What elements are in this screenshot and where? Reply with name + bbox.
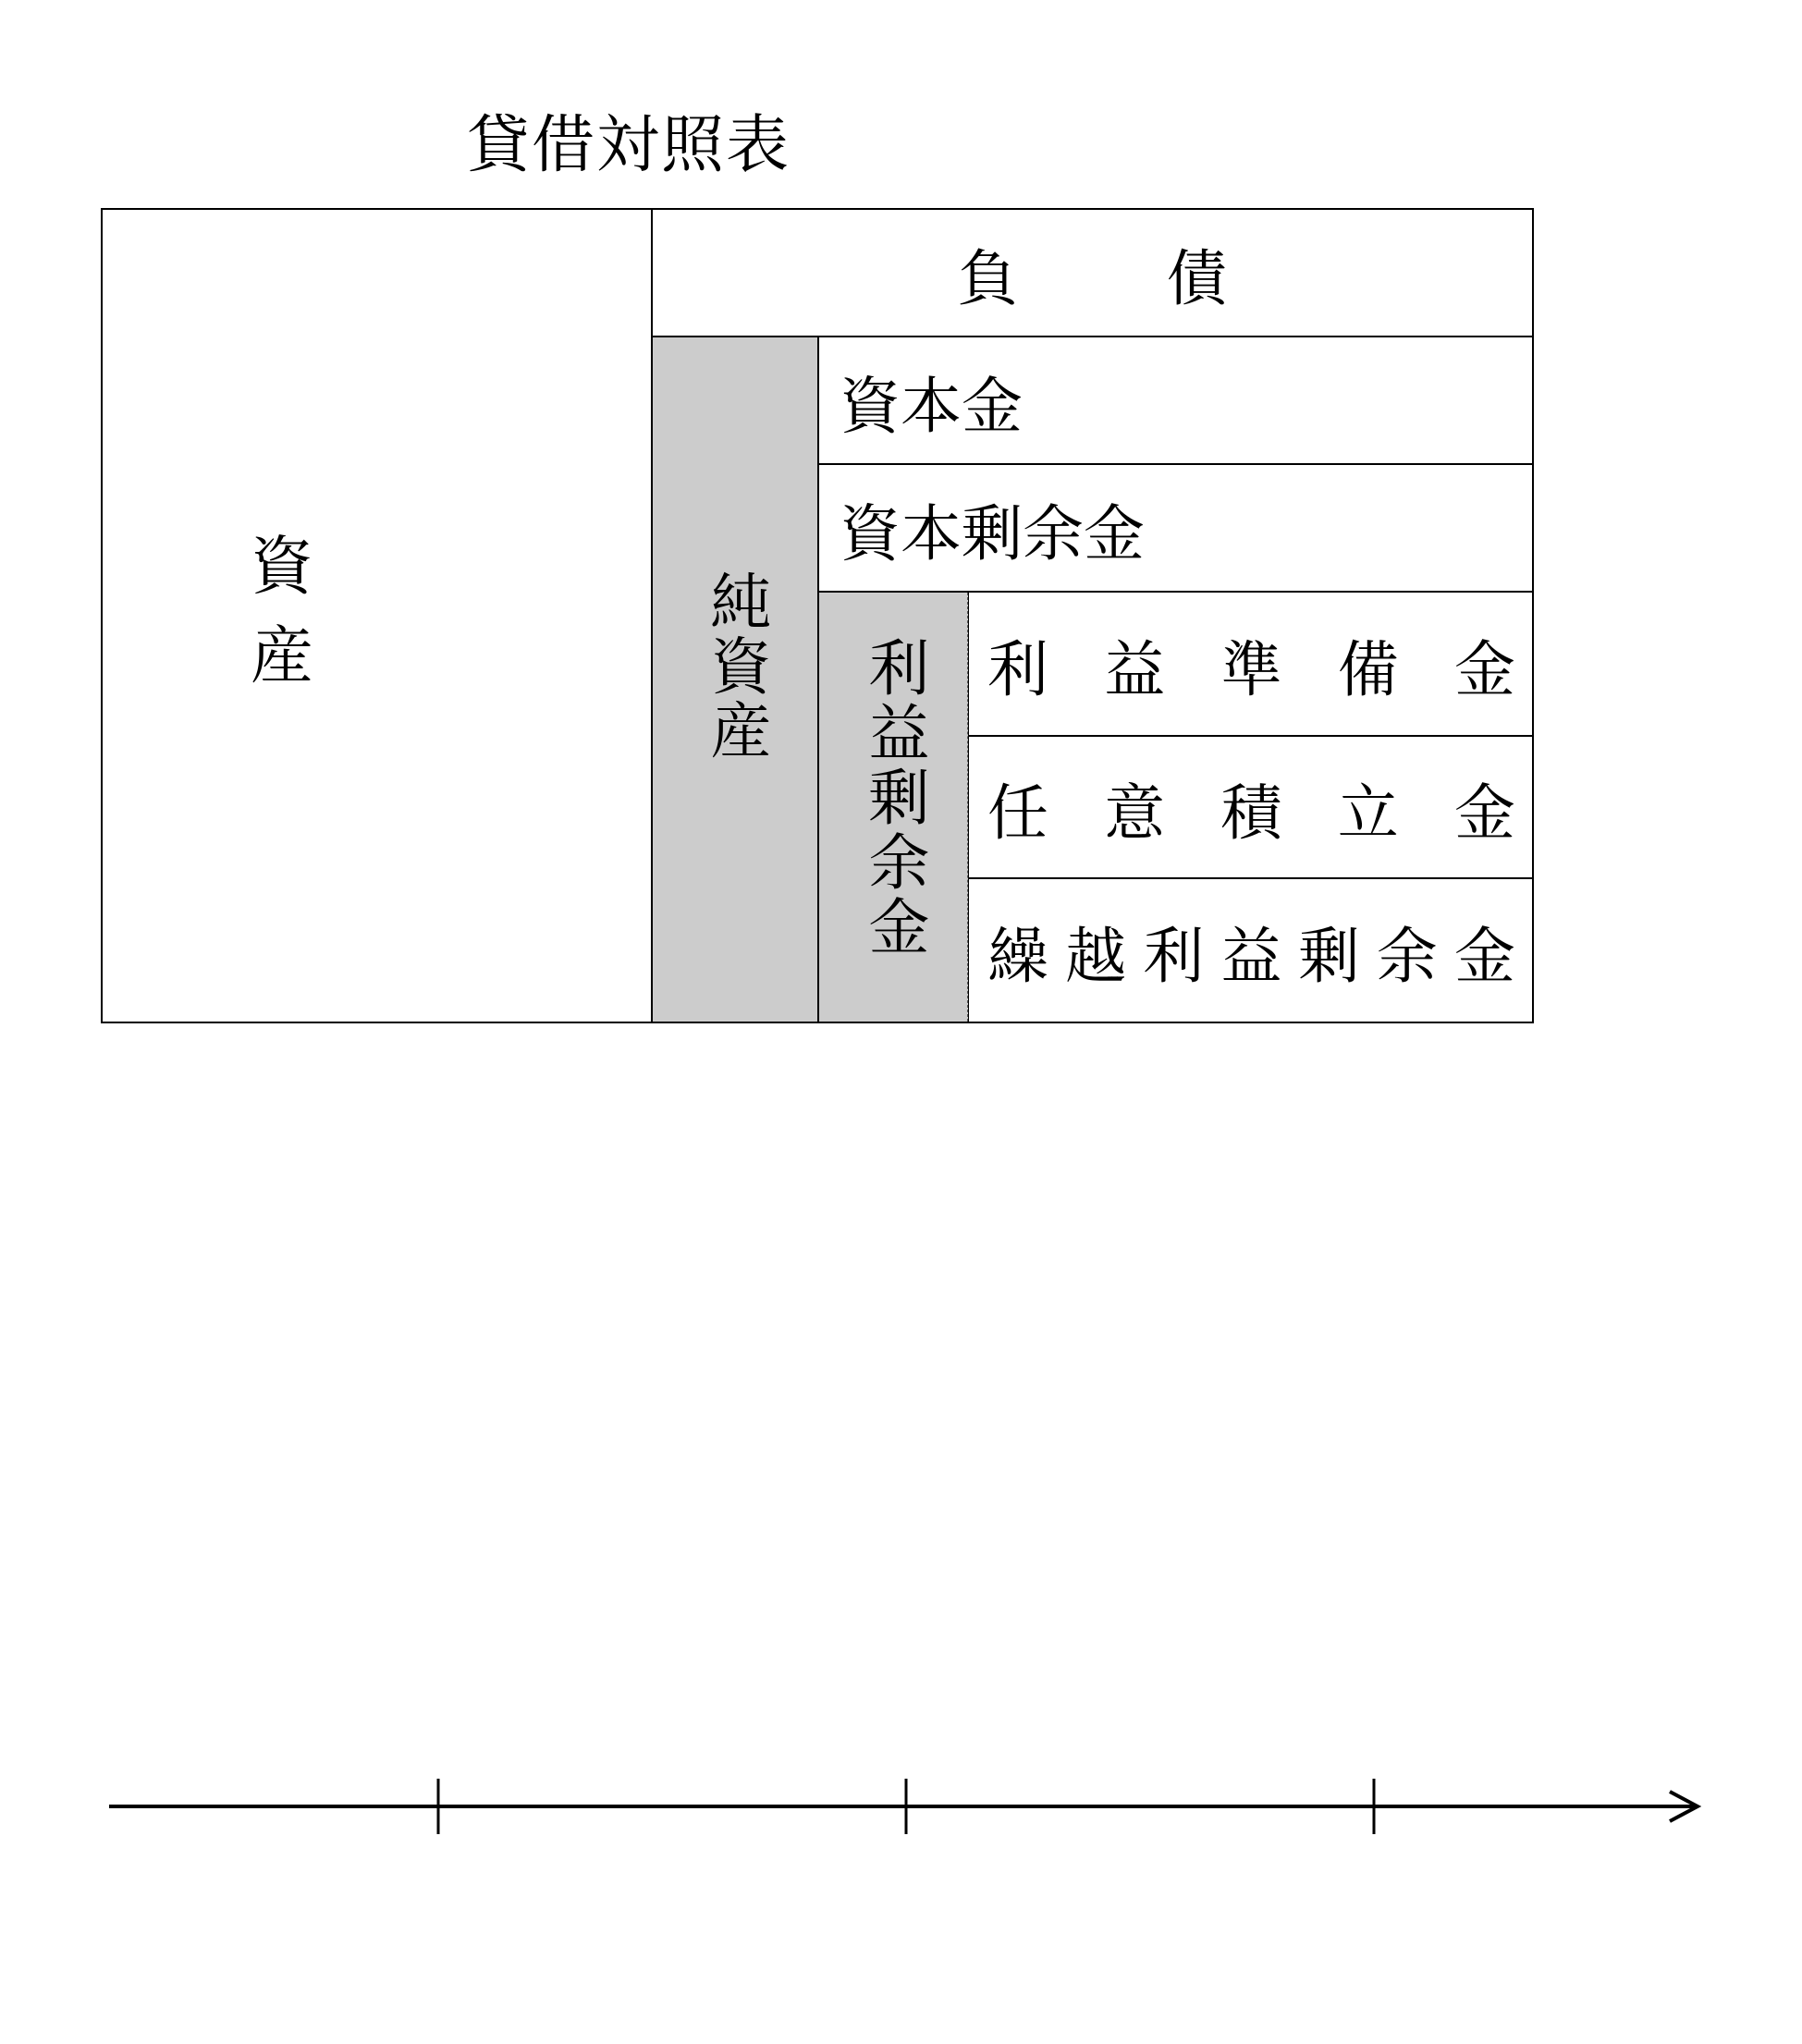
capital-surplus-label: 資本剰余金 — [840, 497, 1145, 569]
retained-earnings-label: 利益剰余金 — [858, 636, 929, 960]
label-char: 立 — [1337, 777, 1399, 849]
label-char: 準 — [1220, 633, 1282, 705]
label-char: 意 — [1104, 777, 1166, 849]
label-char: 益 — [1220, 920, 1282, 992]
label-char: 金 — [1453, 920, 1515, 992]
capital-label: 資本金 — [840, 370, 1023, 442]
label-char: 益 — [1104, 633, 1166, 705]
label-char: 利 — [987, 633, 1048, 705]
label-char: 利 — [1143, 920, 1205, 992]
diagram-title: 貸借対照表 — [467, 109, 791, 182]
liabilities-label: 負債 — [957, 242, 1376, 314]
label-char: 金 — [1454, 633, 1515, 705]
label-char: 剰 — [1298, 920, 1360, 992]
net-assets-label: 純資産 — [700, 569, 771, 764]
label-char: 金 — [1454, 777, 1515, 849]
label-char: 任 — [987, 777, 1048, 849]
label-char: 備 — [1337, 633, 1399, 705]
label-char: 余 — [1376, 920, 1438, 992]
label-char: 繰 — [987, 920, 1048, 992]
assets-label: 資産 — [251, 531, 462, 693]
label-char: 越 — [1065, 920, 1127, 992]
label-char: 積 — [1220, 777, 1282, 849]
